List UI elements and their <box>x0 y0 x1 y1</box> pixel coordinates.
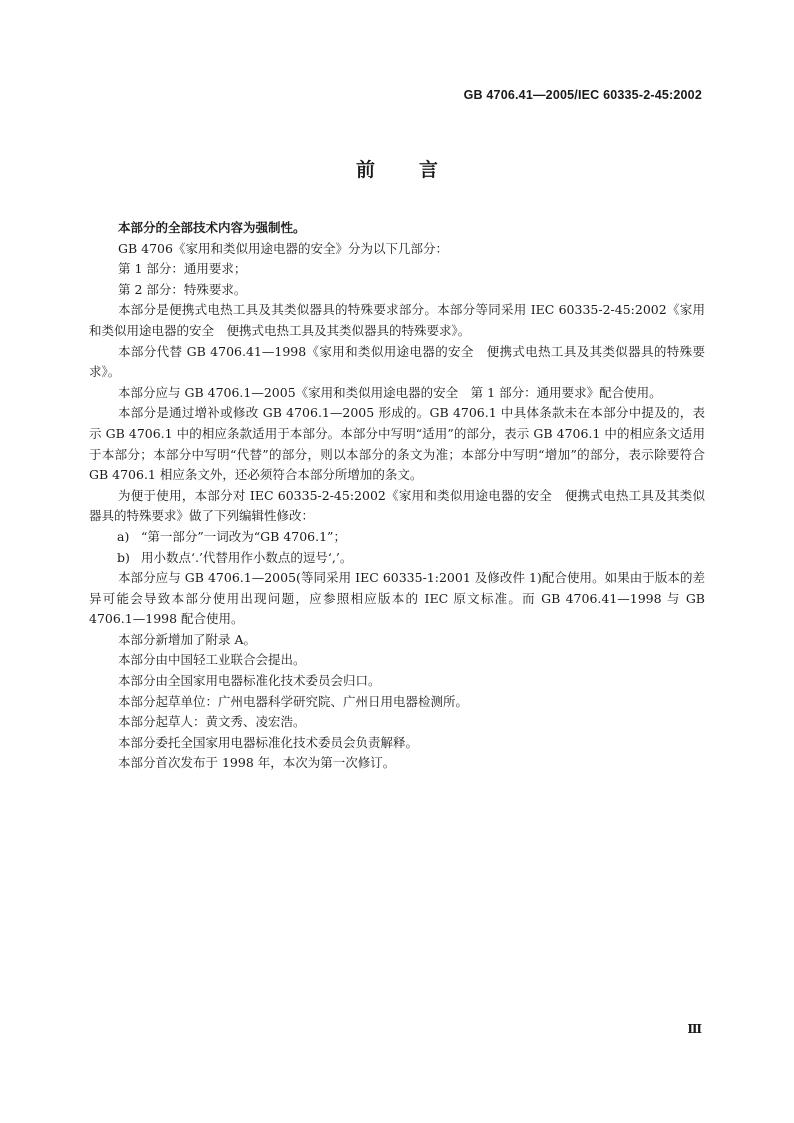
list-item <box>89 527 705 548</box>
paragraph: 本部分应与 GB 4706.1—2005(等同采用 IEC 60335-1:2001 及修改件 1)配合使用。如果由于版本的差异可能会导致本部分使用出现问题，应参照相应版本的 IEC 原文标准。而 GB 4706.41—1998 与 GB 4706.1—1998 配合使用。 <box>89 570 705 627</box>
list-marker: b) <box>117 549 130 565</box>
page-title: 前言 <box>355 159 482 181</box>
list-item <box>89 548 705 569</box>
paragraph: GB 4706《家用和类似用途电器的安全》分为以下几部分： <box>118 240 448 256</box>
standard-code: GB 4706.41—2005/IEC 60335-2-45:2002 <box>463 88 702 102</box>
paragraph: 为便于使用，本部分对 IEC 60335-2-45:2002《家用和类似用途电器的安全 便携式电热工具及其类似器具的特殊要求》做了下列编辑性修改： <box>89 487 705 524</box>
list-marker: a) <box>117 528 130 544</box>
paragraph: 本部分应与 GB 4706.1—2005《家用和类似用途电器的安全 第 1 部分：通用要求》配合使用。 <box>118 384 662 400</box>
paragraph: 本部分起草人：黄文秀、凌宏浩。 <box>118 714 306 730</box>
mandatory-statement: 本部分的全部技术内容为强制性。 <box>118 220 306 235</box>
paragraph: 本部分委托全国家用电器标准化技术委员会负责解释。 <box>118 734 419 750</box>
paragraph: 第 2 部分：特殊要求。 <box>118 281 247 297</box>
paragraph: 本部分首次发布于 1998 年，本次为第一次修订。 <box>118 755 396 771</box>
paragraph: 本部分代替 GB 4706.41—1998《家用和类似用途电器的安全 便携式电热工具及其类似器具的特殊要求》。 <box>89 343 705 380</box>
paragraph: 本部分新增加了附录 A。 <box>118 631 257 647</box>
paragraph: 本部分起草单位：广州电器科学研究院、广州日用电器检测所。 <box>118 693 469 709</box>
page-number: Ⅲ <box>687 1022 702 1036</box>
list-item-text: 用小数点‘.’代替用作小数点的逗号‘,’。 <box>141 549 353 565</box>
paragraph: 本部分是便携式电热工具及其类似器具的特殊要求部分。本部分等同采用 IEC 60335-2-45:2002《家用和类似用途电器的安全 便携式电热工具及其类似器具的特殊要求》。 <box>89 302 705 338</box>
paragraph: 第 1 部分：通用要求； <box>118 261 247 277</box>
foreword-body <box>89 218 705 774</box>
paragraph: 本部分由中国轻工业联合会提出。 <box>118 652 306 668</box>
paragraph: 本部分是通过增补或修改 GB 4706.1—2005 形成的。GB 4706.1 中具体条款未在本部分中提及的，表示 GB 4706.1 中的相应条款适用于本部分。本部分中写明“适用”的部分，表示 GB 4706.1 中的相应条文适用于本部分；本部分中写明“代替”的部分，则以本部分的条文为准；本部分中写明“增加”的部分，表示除要符合 GB 4706.1 相应条文外，还必须符合本部分所增加的条文。 <box>89 405 705 483</box>
list-item-text: “第一部分”一词改为“GB 4706.1”； <box>141 528 346 544</box>
paragraph: 本部分由全国家用电器标准化技术委员会归口。 <box>118 673 381 689</box>
